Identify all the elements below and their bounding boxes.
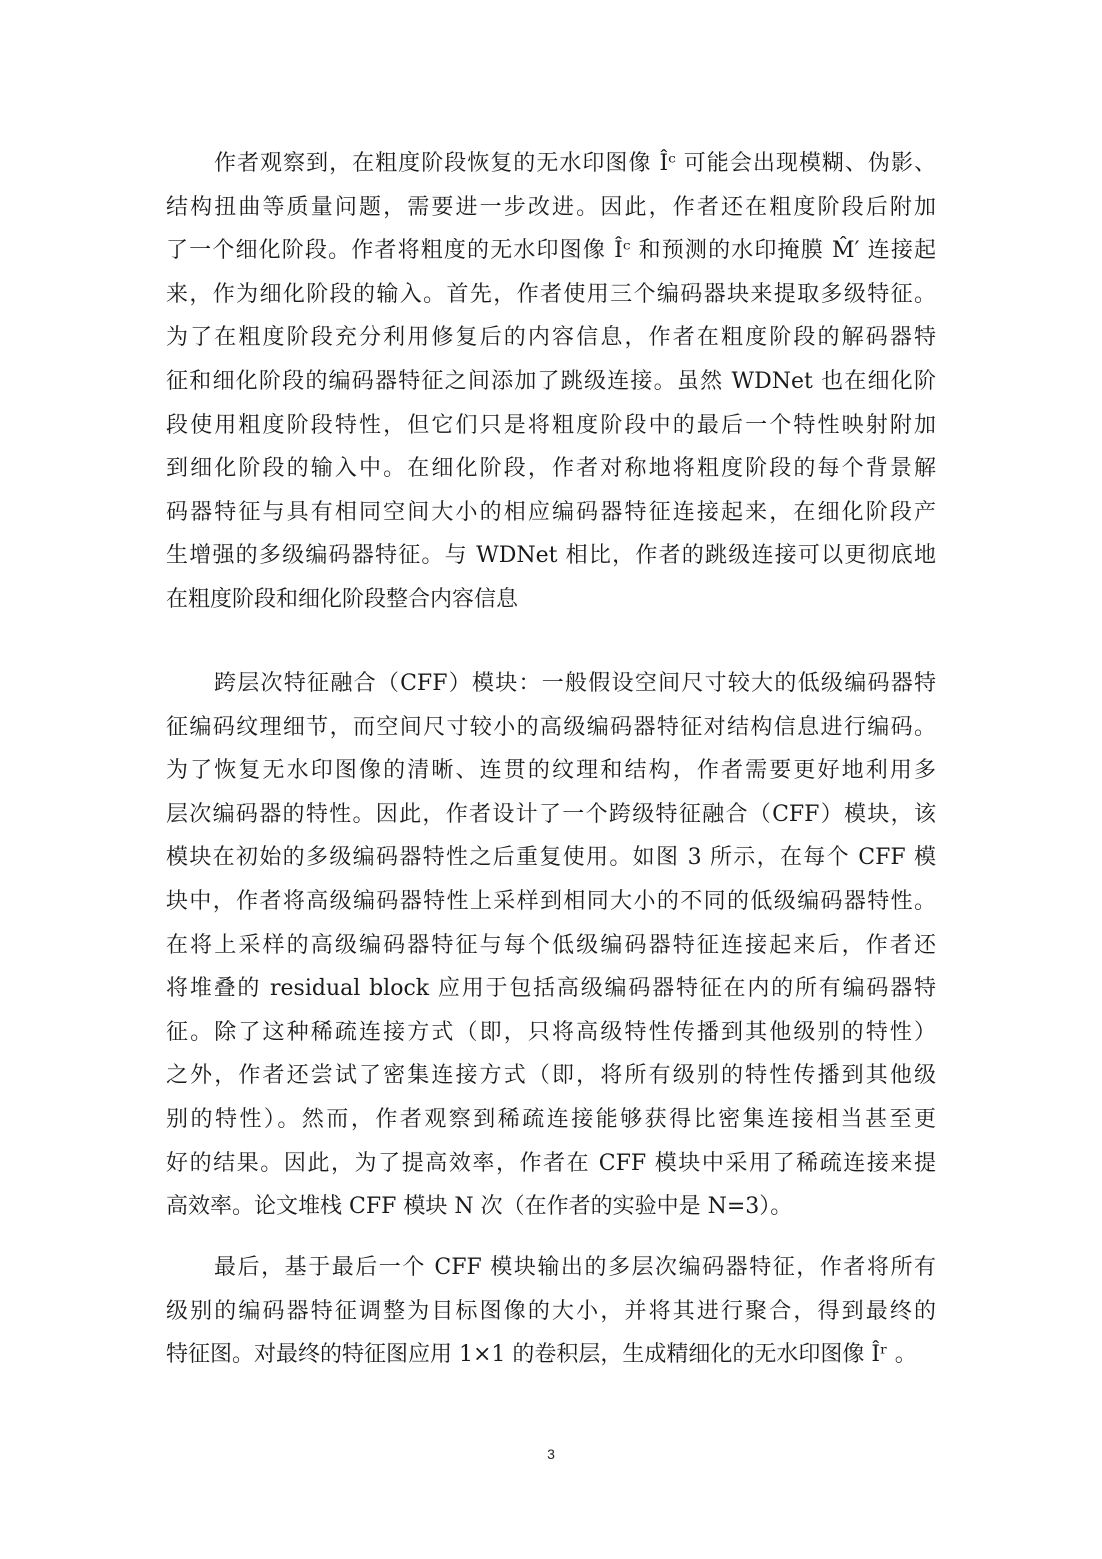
text-line: 为了恢复无水印图像的清晰、连贯的纹理和结构，作者需要更好地利用多: [166, 758, 936, 784]
text-line: 特征图。对最终的特征图应用 1×1 的卷积层，生成精细化的无水印图像 Îʳ 。: [166, 1342, 917, 1368]
paragraph-final-output: [166, 1246, 936, 1377]
page-number: 3: [547, 1446, 555, 1462]
paragraph-cff-module: [166, 662, 936, 1229]
text-line: 来，作为细化阶段的输入。首先，作者使用三个编码器块来提取多级特征。: [166, 281, 936, 307]
text-line: 码器特征与具有相同空间大小的相应编码器特征连接起来，在细化阶段产: [166, 499, 936, 525]
text-line: 为了在粗度阶段充分利用修复后的内容信息，作者在粗度阶段的解码器特: [166, 325, 936, 351]
text-line: 段使用粗度阶段特性，但它们只是将粗度阶段中的最后一个特性映射附加: [166, 412, 936, 438]
text-line: 到细化阶段的输入中。在细化阶段，作者对称地将粗度阶段的每个背景解: [166, 456, 936, 482]
text-line: 最后，基于最后一个 CFF 模块输出的多层次编码器特征，作者将所有: [214, 1255, 936, 1280]
text-line: 将堆叠的 residual block 应用于包括高级编码器特征在内的所有编码器特: [166, 976, 936, 1002]
text-line: 征编码纹理细节，而空间尺寸较小的高级编码器特征对结构信息进行编码。: [166, 714, 936, 740]
text-line: 作者观察到，在粗度阶段恢复的无水印图像 Îᶜ 可能会出现模糊、伪影、: [214, 151, 936, 176]
text-line: 了一个细化阶段。作者将粗度的无水印图像 Îᶜ 和预测的水印掩膜 M̂′ 连接起: [166, 238, 936, 264]
text-line: 征和细化阶段的编码器特征之间添加了跳级连接。虽然 WDNet 也在细化阶: [166, 368, 936, 394]
text-line: 层次编码器的特性。因此，作者设计了一个跨级特征融合（CFF）模块，该: [166, 801, 936, 827]
paragraph-refinement-stage: [166, 142, 936, 622]
text-line: 高效率。论文堆栈 CFF 模块 N 次（在作者的实验中是 N=3）。: [166, 1194, 793, 1220]
text-line: 块中，作者将高级编码器特性上采样到相同大小的不同的低级编码器特性。: [166, 888, 936, 914]
text-line: 在将上采样的高级编码器特征与每个低级编码器特征连接起来后，作者还: [166, 932, 936, 958]
text-line: 在粗度阶段和细化阶段整合内容信息: [166, 586, 519, 612]
text-line: 模块在初始的多级编码器特性之后重复使用。如图 3 所示，在每个 CFF 模: [166, 845, 936, 871]
text-line: 之外，作者还尝试了密集连接方式（即，将所有级别的特性传播到其他级: [166, 1063, 936, 1089]
text-line: 生增强的多级编码器特征。与 WDNet 相比，作者的跳级连接可以更彻底地: [166, 543, 936, 569]
text-line: 征。除了这种稀疏连接方式（即，只将高级特性传播到其他级别的特性）: [166, 1019, 936, 1045]
text-line: 别的特性）。然而，作者观察到稀疏连接能够获得比密集连接相当甚至更: [166, 1106, 936, 1132]
text-line: 好的结果。因此，为了提高效率，作者在 CFF 模块中采用了稀疏连接来提: [166, 1150, 936, 1176]
text-line: 跨层次特征融合（CFF）模块：一般假设空间尺寸较大的低级编码器特: [214, 671, 936, 696]
text-line: 结构扭曲等质量问题，需要进一步改进。因此，作者还在粗度阶段后附加: [166, 194, 936, 220]
text-line: 级别的编码器特征调整为目标图像的大小，并将其进行聚合，得到最终的: [166, 1298, 936, 1324]
